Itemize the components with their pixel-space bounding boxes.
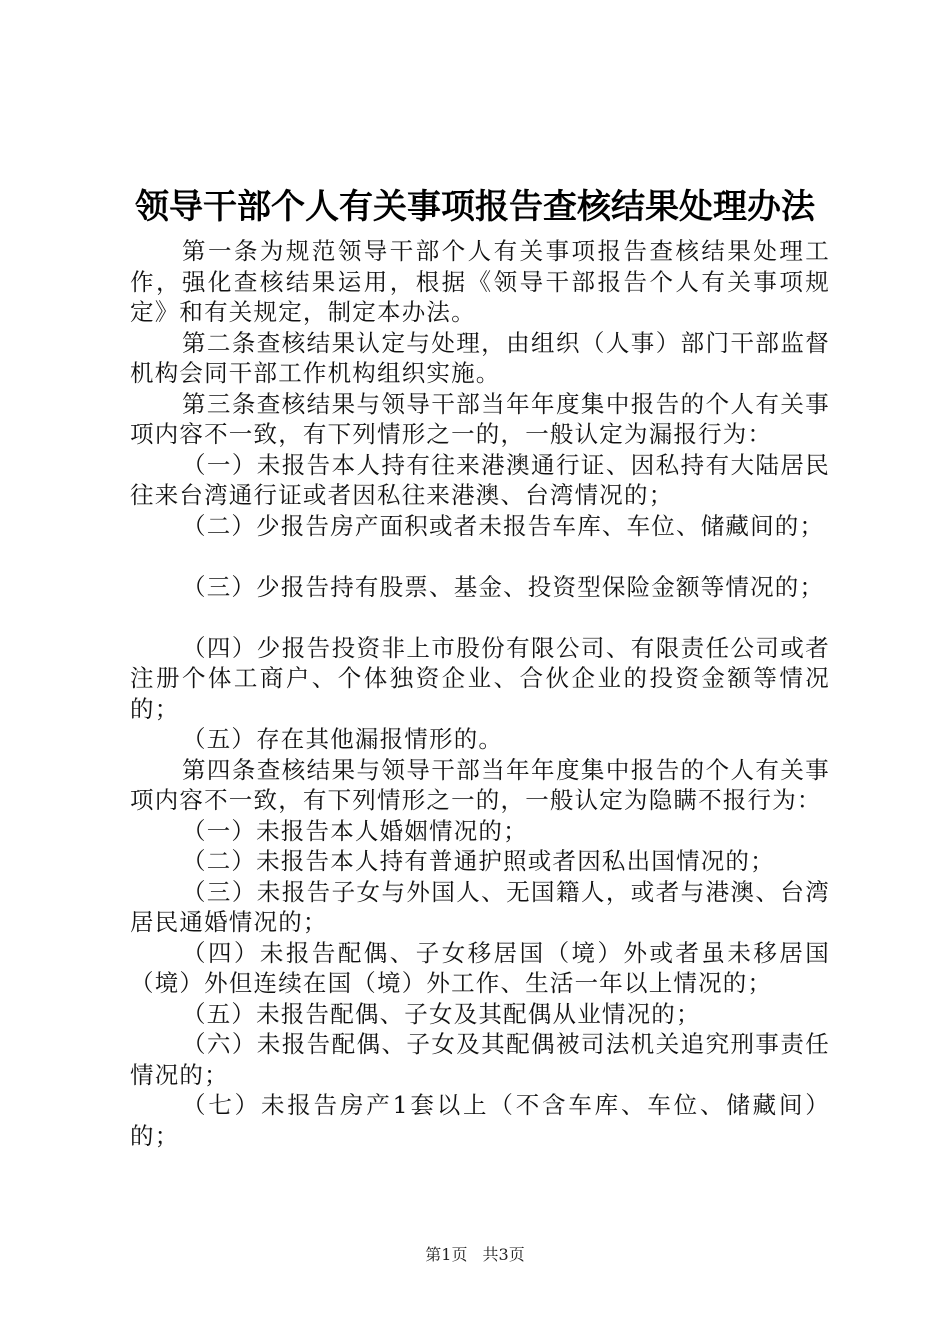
page-footer bbox=[0, 1244, 950, 1266]
paragraph-article-3: 第三条查核结果与领导干部当年年度集中报告的个人有关事项内容不一致，有下列情形之一的，一般认定为漏报行为： bbox=[130, 389, 830, 448]
list-item-concealment-3: （三）未报告子女与外国人、无国籍人，或者与港澳、台湾居民通婚情况的； bbox=[130, 877, 830, 936]
list-item-concealment-7: （七）未报告房产1套以上（不含车库、车位、储藏间）的； bbox=[130, 1091, 830, 1150]
list-item-omission-4: （四）少报告投资非上市股份有限公司、有限责任公司或者注册个体工商户、个体独资企业、合伙企业的投资金额等情况的； bbox=[130, 633, 830, 723]
paragraph-article-4: 第四条查核结果与领导干部当年年度集中报告的个人有关事项内容不一致，有下列情形之一的，一般认定为隐瞒不报行为： bbox=[130, 755, 830, 814]
blank-line bbox=[130, 602, 830, 633]
paragraph-article-2: 第二条查核结果认定与处理，由组织（人事）部门干部监督机构会同干部工作机构组织实施。 bbox=[130, 328, 830, 387]
blank-line bbox=[130, 541, 830, 572]
list-item-concealment-1: （一）未报告本人婚姻情况的； bbox=[182, 816, 528, 845]
paragraph-article-1: 第一条为规范领导干部个人有关事项报告查核结果处理工作，强化查核结果运用，根据《领导干部报告个人有关事项规定》和有关规定，制定本办法。 bbox=[130, 237, 830, 326]
list-item-omission-2: （二）少报告房产面积或者未报告车库、车位、储藏间的； bbox=[182, 511, 825, 540]
page-number-current: 第1页 bbox=[425, 1245, 468, 1264]
list-item-concealment-6: （六）未报告配偶、子女及其配偶被司法机关追究刑事责任情况的； bbox=[130, 1030, 830, 1089]
list-item-concealment-5: （五）未报告配偶、子女及其配偶从业情况的； bbox=[182, 999, 701, 1028]
document-body bbox=[130, 236, 830, 1151]
page-number-total: 共3页 bbox=[482, 1245, 525, 1264]
list-item-omission-3: （三）少报告持有股票、基金、投资型保险金额等情况的； bbox=[182, 572, 825, 601]
list-item-omission-1: （一）未报告本人持有往来港澳通行证、因私持有大陆居民往来台湾通行证或者因私往来港澳、台湾情况的； bbox=[130, 450, 830, 509]
list-item-omission-5: （五）存在其他漏报情形的。 bbox=[182, 725, 504, 753]
document-title: 领导干部个人有关事项报告查核结果处理办法 bbox=[135, 187, 815, 227]
list-item-concealment-2: （二）未报告本人持有普通护照或者因私出国情况的； bbox=[182, 847, 775, 875]
list-item-concealment-4: （四）未报告配偶、子女移居国（境）外或者虽未移居国（境）外但连续在国（境）外工作、生活一年以上情况的； bbox=[130, 938, 830, 997]
